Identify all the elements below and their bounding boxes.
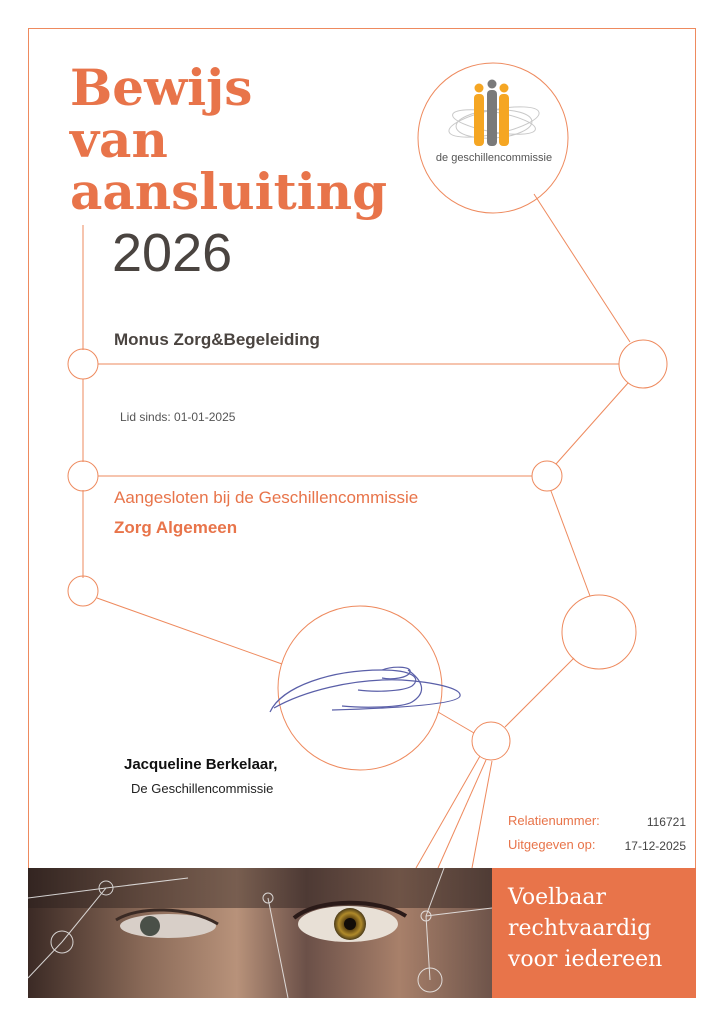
eyes-photo bbox=[28, 868, 492, 998]
member-since: Lid sinds: 01-01-2025 bbox=[120, 410, 236, 424]
relation-number-value: 116721 bbox=[646, 815, 686, 829]
network-line bbox=[416, 756, 480, 868]
issued-date-label: Uitgegeven op: bbox=[508, 837, 596, 852]
geschillencommissie-logo-icon bbox=[444, 78, 544, 150]
relation-number-label: Relatienummer: bbox=[508, 813, 600, 828]
signature-scribble bbox=[262, 656, 472, 720]
title-line: aansluiting bbox=[70, 162, 388, 221]
slogan-line: Voelbaar bbox=[508, 885, 607, 910]
network-node bbox=[68, 576, 98, 606]
network-line bbox=[438, 760, 486, 868]
network-node bbox=[472, 722, 510, 760]
issued-date-value: 17-12-2025 bbox=[624, 839, 686, 853]
network-line bbox=[534, 194, 630, 342]
slogan-box bbox=[492, 868, 696, 998]
slogan-line: rechtvaardig bbox=[508, 916, 652, 941]
logo-text: de geschillencommissie bbox=[435, 152, 553, 164]
certificate-year: 2026 bbox=[112, 223, 233, 283]
network-node bbox=[562, 595, 636, 669]
affiliation-text: Aangesloten bij de Geschillencommissie bbox=[114, 488, 419, 507]
network-line bbox=[472, 761, 492, 868]
network-line bbox=[97, 598, 282, 664]
network-line bbox=[505, 658, 574, 727]
network-node bbox=[68, 349, 98, 379]
title-line: van bbox=[70, 110, 168, 169]
network-line bbox=[556, 383, 628, 464]
signer-organization: De Geschillencommissie bbox=[131, 781, 274, 796]
network-node bbox=[619, 340, 667, 388]
network-line bbox=[551, 491, 590, 596]
certificate-title bbox=[70, 58, 388, 221]
category-text: Zorg Algemeen bbox=[114, 518, 238, 537]
signer-name: Jacqueline Berkelaar, bbox=[124, 756, 278, 773]
network-node bbox=[68, 461, 98, 491]
title-line: Bewijs bbox=[70, 58, 253, 117]
network-node bbox=[532, 461, 562, 491]
slogan-line: voor iedereen bbox=[508, 947, 663, 972]
organization-name: Monus Zorg&Begeleiding bbox=[114, 330, 320, 349]
